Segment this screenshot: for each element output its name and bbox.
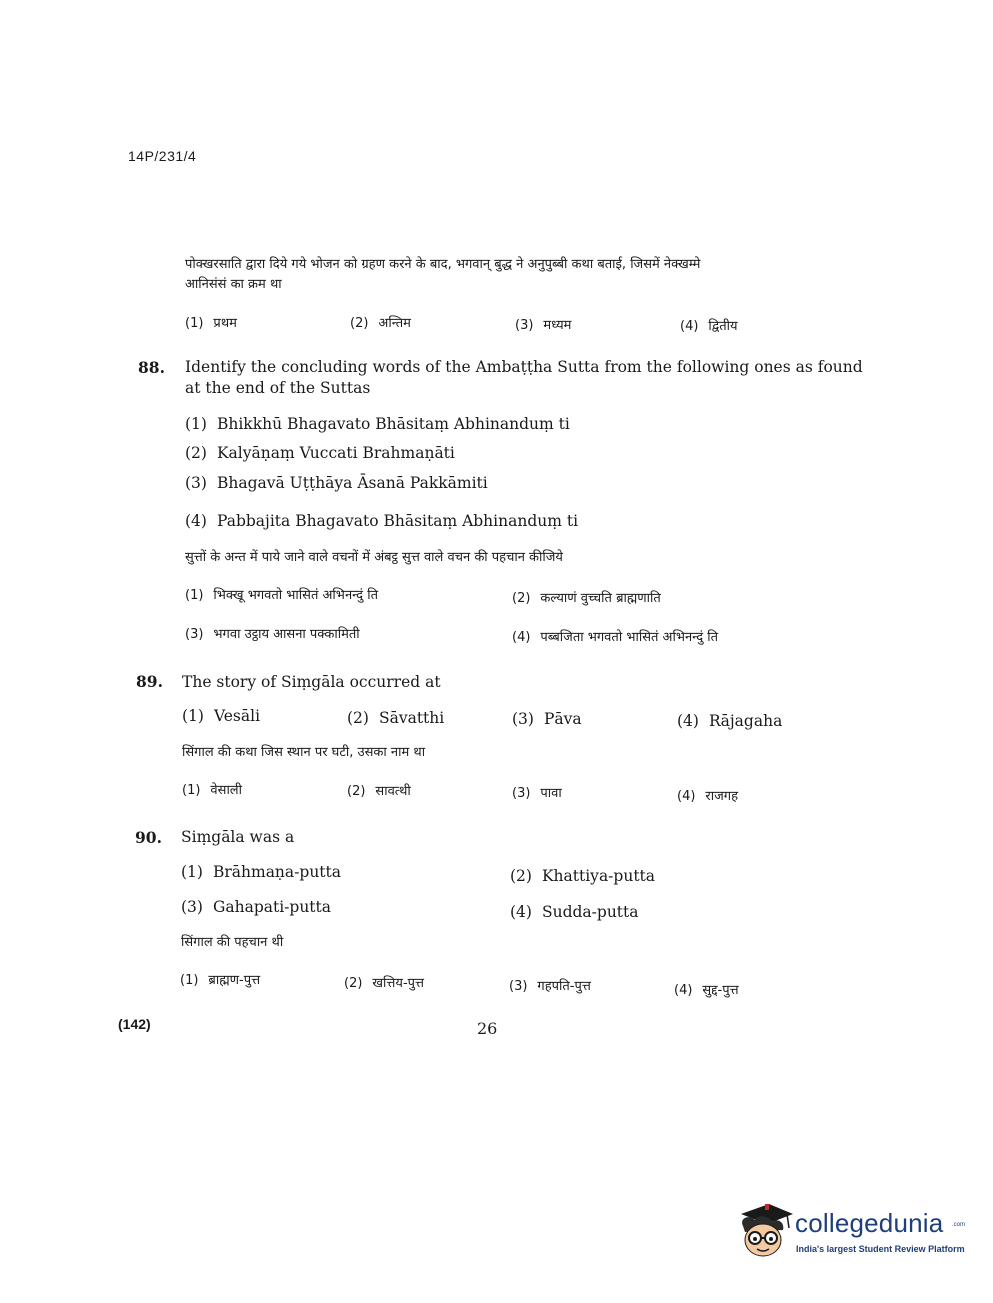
q89-question-en: The story of Siṃgāla occurred at (182, 673, 441, 691)
q87-question-hi-line1: पोक्खरसाति द्वारा दिये गये भोजन को ग्रहण करने के बाद, भगवान् बुद्ध ने अनुपुब्बी कथा बताई, जिसमें नेक्खम्मे (185, 257, 701, 272)
q88-question-hi: सुत्तों के अन्त में पाये जाने वाले वचनों में अंबट्ठ सुत्त वाले वचन की पहचान कीजिये (185, 550, 563, 565)
q88-question-en-line2: at the end of the Suttas (185, 379, 371, 397)
collegedunia-mascot-icon (735, 1196, 795, 1262)
booklet-code: (142) (118, 1016, 151, 1032)
q89-option-en-1: (1) Vesāli (182, 707, 261, 725)
q88-option-en-2: (2) Kalyāṇaṃ Vuccati Brahmaṇāti (185, 444, 455, 462)
q89-option-en-3: (3) Pāva (512, 710, 582, 728)
q87-option-hi-4: (4) द्वितीय (680, 319, 738, 334)
q89-question-hi: सिंगाल की कथा जिस स्थान पर घटी, उसका नाम था (182, 745, 426, 760)
q90-question-en: Siṃgāla was a (181, 828, 295, 846)
q88-option-en-1: (1) Bhikkhū Bhagavato Bhāsitaṃ Abhinanduṃ ti (185, 415, 570, 433)
q90-question-hi: सिंगाल की पहचान थी (181, 935, 284, 950)
q90-option-en-4: (4) Sudda-putta (510, 903, 639, 921)
q87-option-hi-2: (2) अन्तिम (350, 316, 411, 331)
q87-question-hi-line2: आनिसंसं का क्रम था (185, 277, 282, 292)
q89-option-hi-3: (3) पावा (512, 786, 562, 801)
q90-option-hi-1: (1) ब्राह्मण-पुत्त (180, 973, 261, 988)
collegedunia-tagline: India's largest Student Review Platform (796, 1244, 965, 1254)
q87-option-hi-3: (3) मध्यम (515, 318, 572, 333)
q88-option-hi-3: (3) भगवा उट्ठाय आसना पक्कामिती (185, 627, 360, 642)
paper-code: 14P/231/4 (128, 148, 197, 164)
page-number: 26 (477, 1019, 498, 1038)
q89-number: 89. (136, 672, 163, 691)
q90-number: 90. (135, 828, 162, 847)
q88-number: 88. (138, 358, 165, 377)
q90-option-en-2: (2) Khattiya-putta (510, 867, 656, 885)
q88-option-en-3: (3) Bhagavā Uṭṭhāya Āsanā Pakkāmiti (185, 474, 488, 492)
q89-option-en-2: (2) Sāvatthi (347, 709, 445, 727)
q89-option-hi-2: (2) सावत्थी (347, 784, 411, 799)
q90-option-en-1: (1) Brāhmaṇa-putta (181, 863, 341, 881)
q90-option-hi-2: (2) खत्तिय-पुत्त (344, 976, 425, 991)
collegedunia-domain-suffix: .com (952, 1222, 966, 1228)
collegedunia-wordmark: collegedunia (795, 1208, 944, 1238)
q90-option-hi-3: (3) गहपति-पुत्त (509, 979, 591, 994)
q88-option-hi-2: (2) कल्याणं वुच्चति ब्राह्मणाति (512, 591, 661, 606)
q87-option-hi-1: (1) प्रथम (185, 316, 237, 331)
q89-option-hi-4: (4) राजगह (677, 789, 738, 804)
q88-question-en-line1: Identify the concluding words of the Ambaṭṭha Sutta from the following ones as found (185, 358, 863, 376)
q89-option-en-4: (4) Rājagaha (677, 712, 783, 730)
q90-option-en-3: (3) Gahapati-putta (181, 898, 332, 916)
q88-option-en-4: (4) Pabbajita Bhagavato Bhāsitaṃ Abhinanduṃ ti (185, 512, 579, 530)
q88-option-hi-4: (4) पब्बजिता भगवतो भासितं अभिनन्दुं ति (512, 630, 719, 645)
q89-option-hi-1: (1) वेसाली (182, 783, 242, 798)
q88-option-hi-1: (1) भिक्खू भगवतो भासितं अभिनन्दुं ति (185, 588, 378, 603)
q90-option-hi-4: (4) सुद्द-पुत्त (674, 983, 739, 998)
